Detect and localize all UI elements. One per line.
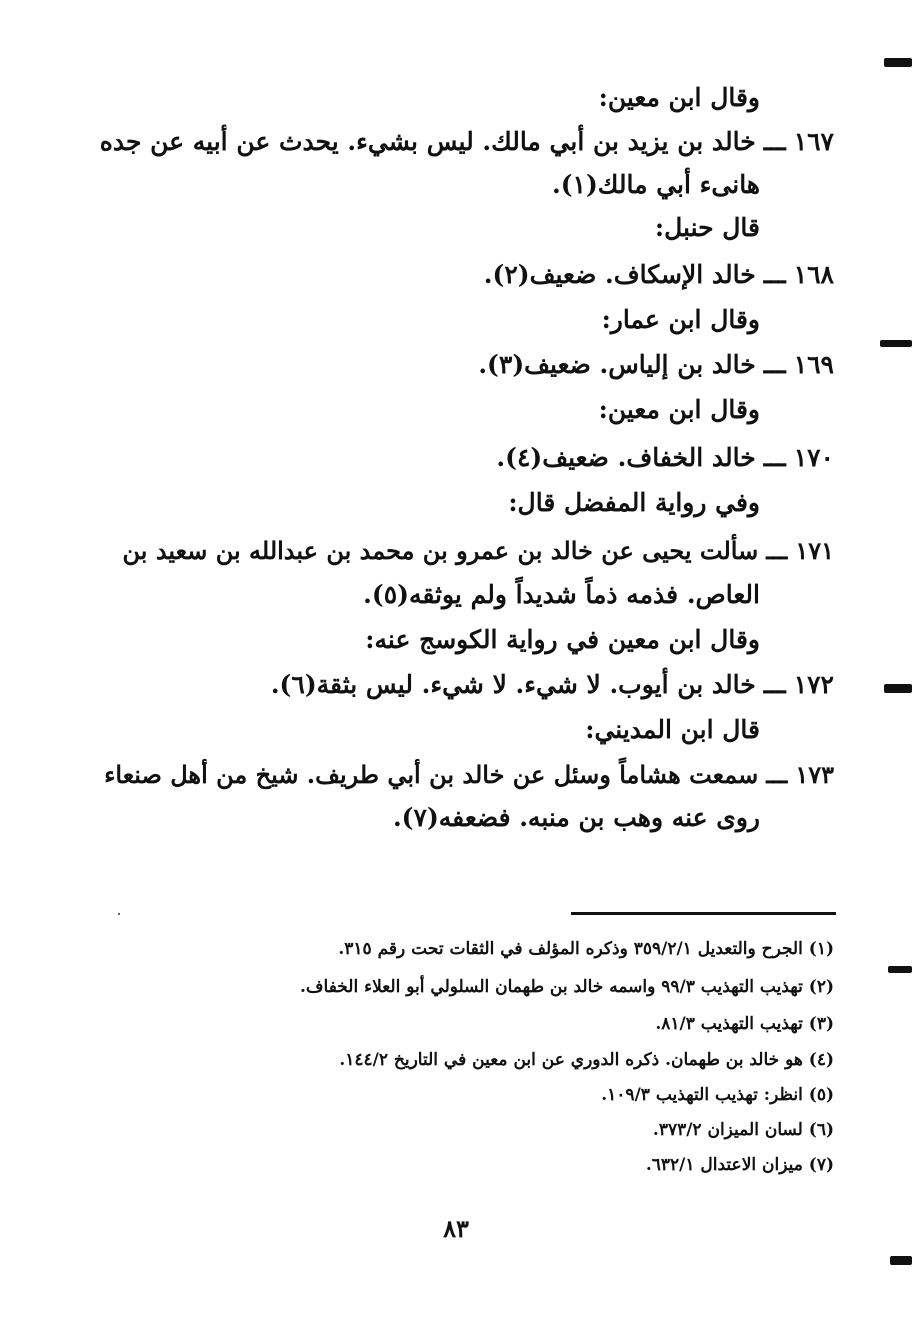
entry-168: ١٦٨ـــخالد الإسكاف. ضعيف(٢). — [484, 257, 834, 293]
entry-number: ١٧١ — [795, 536, 834, 565]
entry-169: ١٦٩ـــخالد بن إلياس. ضعيف(٣). — [478, 347, 834, 383]
intro-line: وقال ابن معين: — [598, 395, 760, 424]
entry-167: ١٦٧ـــخالد بن يزيد بن أبي مالك. ليس بشيء. يحدث عن أبيه عن جده — [100, 124, 834, 160]
entry-text: خالد بن أيوب. لا شيء. لا شيء. ليس بثقة(٦). — [270, 670, 756, 699]
entry-continuation: روى عنه وهب بن منبه. فضعفه(٧). — [392, 803, 760, 832]
entry-text: خالد بن يزيد بن أبي مالك. ليس بشيء. يحدث عن أبيه عن جده — [99, 127, 756, 156]
entry-170: ١٧٠ـــخالد الخفاف. ضعيف(٤). — [496, 440, 834, 476]
scan-speck — [118, 913, 120, 915]
intro-line: وقال ابن عمار: — [601, 305, 760, 334]
entry-172: ١٧٢ـــخالد بن أيوب. لا شيء. لا شيء. ليس بثقة(٦). — [271, 667, 834, 703]
footnote-separator — [571, 912, 836, 915]
entry-173: ١٧٣ـــسمعت هشاماً وسئل عن خالد بن أبي طريف. شيخ من أهل صنعاء — [104, 757, 834, 793]
footnote: (٥) انظر: تهذيب التهذيب ١٠٩/٣. — [601, 1085, 834, 1105]
entry-text: خالد الإسكاف. ضعيف(٢). — [483, 260, 756, 289]
entry-text: سمعت هشاماً وسئل عن خالد بن أبي طريف. شيخ من أهل صنعاء — [104, 760, 759, 789]
entry-continuation: هانىء أبي مالك(١). — [551, 170, 760, 199]
footnote: (٦) لسان الميزان ٣٧٣/٢. — [652, 1120, 834, 1140]
footnote: (١) الجرح والتعديل ٣٥٩/٢/١ وذكره المؤلف في الثقات تحت رقم ٣١٥. — [338, 939, 834, 959]
entry-text: سألت يحيى عن خالد بن عمرو بن محمد بن عبدالله بن سعيد بن — [122, 536, 759, 565]
entry-number: ١٧٢ — [793, 670, 834, 699]
footnote: (٤) هو خالد بن طهمان. ذكره الدوري عن ابن معين في التاريخ ١٤٤/٢. — [339, 1050, 834, 1070]
intro-line: قال حنبل: — [654, 213, 760, 242]
entry-text: خالد الخفاف. ضعيف(٤). — [496, 443, 756, 472]
intro-line: وقال ابن معين في رواية الكوسج عنه: — [365, 625, 760, 654]
page-number: ٨٣ — [443, 1214, 469, 1243]
intro-line: قال ابن المديني: — [585, 715, 760, 744]
scan-mark — [880, 340, 912, 347]
footnote: (٧) ميزان الاعتدال ٦٣٢/١. — [645, 1155, 834, 1175]
intro-line: وقال ابن معين: — [598, 83, 760, 112]
entry-continuation: العاص. فذمه ذماً شديداً ولم يوثقه(٥). — [363, 580, 760, 609]
entry-text: خالد بن إلياس. ضعيف(٣). — [478, 350, 756, 379]
footnote: (٢) تهذيب التهذيب ٩٩/٣ واسمه خالد بن طهمان السلولي أبو العلاء الخفاف. — [299, 977, 834, 997]
entry-number: ١٦٨ — [793, 260, 834, 289]
scan-mark — [884, 58, 912, 67]
entry-number: ١٦٩ — [793, 350, 834, 379]
intro-line: وفي رواية المفضل قال: — [508, 488, 760, 517]
entry-171: ١٧١ـــسألت يحيى عن خالد بن عمرو بن محمد بن عبدالله بن سعيد بن — [123, 533, 834, 569]
entry-number: ١٧٣ — [795, 760, 834, 789]
entry-number: ١٧٠ — [793, 443, 834, 472]
scan-mark — [888, 966, 912, 973]
entry-number: ١٦٧ — [793, 127, 834, 156]
footnote: (٣) تهذيب التهذيب ٨١/٣. — [655, 1014, 834, 1034]
scan-mark — [890, 1256, 912, 1265]
scan-mark — [884, 684, 912, 693]
